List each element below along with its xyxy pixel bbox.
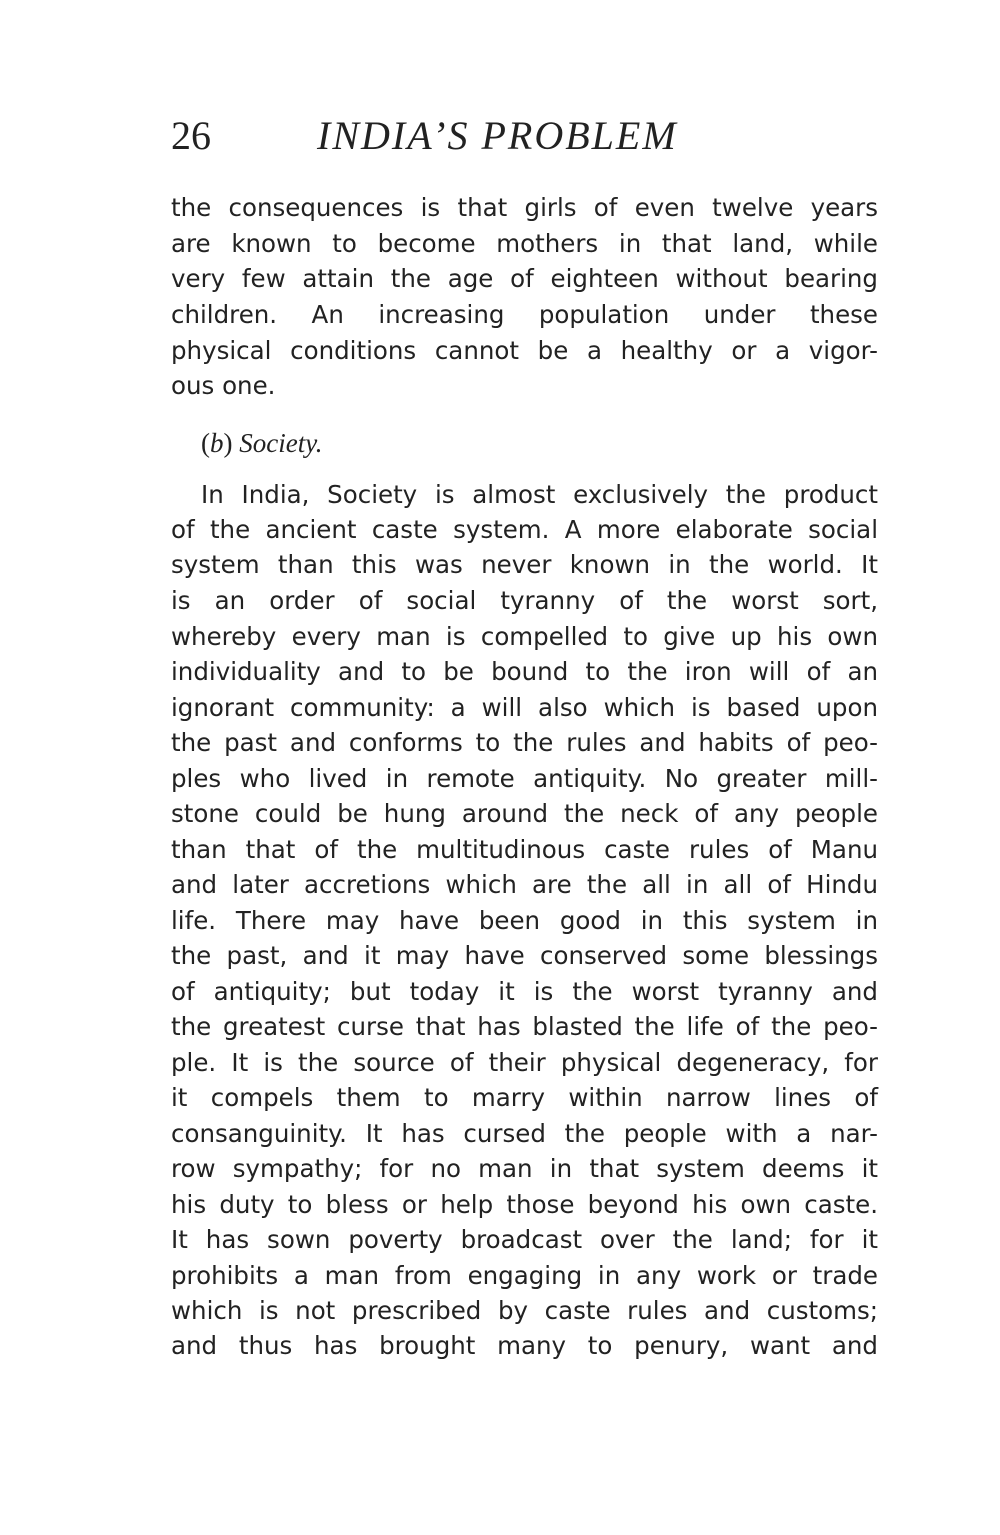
page-number: 26 (171, 113, 211, 158)
text-line: In India, Society is almost exclusively the product (201, 480, 878, 509)
page-header (171, 110, 891, 162)
text-line: whereby every man is compelled to give up his own (171, 622, 878, 651)
text-line: than that of the multitudinous caste rules of Manu (171, 835, 878, 864)
text-line: ignorant community: a will also which is based upon (171, 693, 878, 722)
text-line: of the ancient caste system. A more elaborate social (171, 515, 878, 544)
subheading-close-paren: ) (223, 428, 233, 458)
text-line: and later accretions which are the all in all of Hindu (171, 870, 878, 899)
subheading-open-paren: ( (201, 428, 210, 458)
text-line: and thus has brought many to penury, want and (171, 1331, 878, 1360)
subheading-letter: b (210, 428, 224, 458)
text-line: stone could be hung around the neck of any people (171, 799, 878, 828)
text-line: It has sown poverty broadcast over the land; for it (171, 1225, 878, 1254)
text-line: system than this was never known in the world. It (171, 550, 878, 579)
text-line: children. An increasing population under these (171, 300, 878, 329)
text-line: the consequences is that girls of even twelve years (171, 193, 878, 222)
section-subheading (201, 425, 322, 461)
text-line: the past, and it may have conserved some blessings (171, 941, 878, 970)
text-line: individuality and to be bound to the iron will of an (171, 657, 878, 686)
text-line: consanguinity. It has cursed the people with a nar- (171, 1119, 878, 1148)
text-line: ples who lived in remote antiquity. No greater mill- (171, 764, 878, 793)
running-title: INDIA’S PROBLEM (317, 113, 678, 158)
text-line: ous one. (171, 371, 276, 400)
text-line: ple. It is the source of their physical degeneracy, for (171, 1048, 878, 1077)
text-line: the past and conforms to the rules and habits of peo- (171, 728, 878, 757)
text-line: prohibits a man from engaging in any work or trade (171, 1261, 878, 1290)
text-line: which is not prescribed by caste rules and customs; (171, 1296, 878, 1325)
subheading-title: Society. (239, 428, 323, 458)
text-line: row sympathy; for no man in that system deems it (171, 1154, 878, 1183)
text-line: is an order of social tyranny of the worst sort, (171, 586, 878, 615)
text-line: are known to become mothers in that land, while (171, 229, 878, 258)
text-line: life. There may have been good in this system in (171, 906, 878, 935)
text-line: his duty to bless or help those beyond his own caste. (171, 1190, 878, 1219)
text-line: very few attain the age of eighteen without bearing (171, 264, 878, 293)
text-line: the greatest curse that has blasted the life of the peo- (171, 1012, 878, 1041)
text-line: physical conditions cannot be a healthy or a vigor- (171, 336, 878, 365)
text-line: it compels them to marry within narrow lines of (171, 1083, 878, 1112)
text-line: of antiquity; but today it is the worst tyranny and (171, 977, 878, 1006)
